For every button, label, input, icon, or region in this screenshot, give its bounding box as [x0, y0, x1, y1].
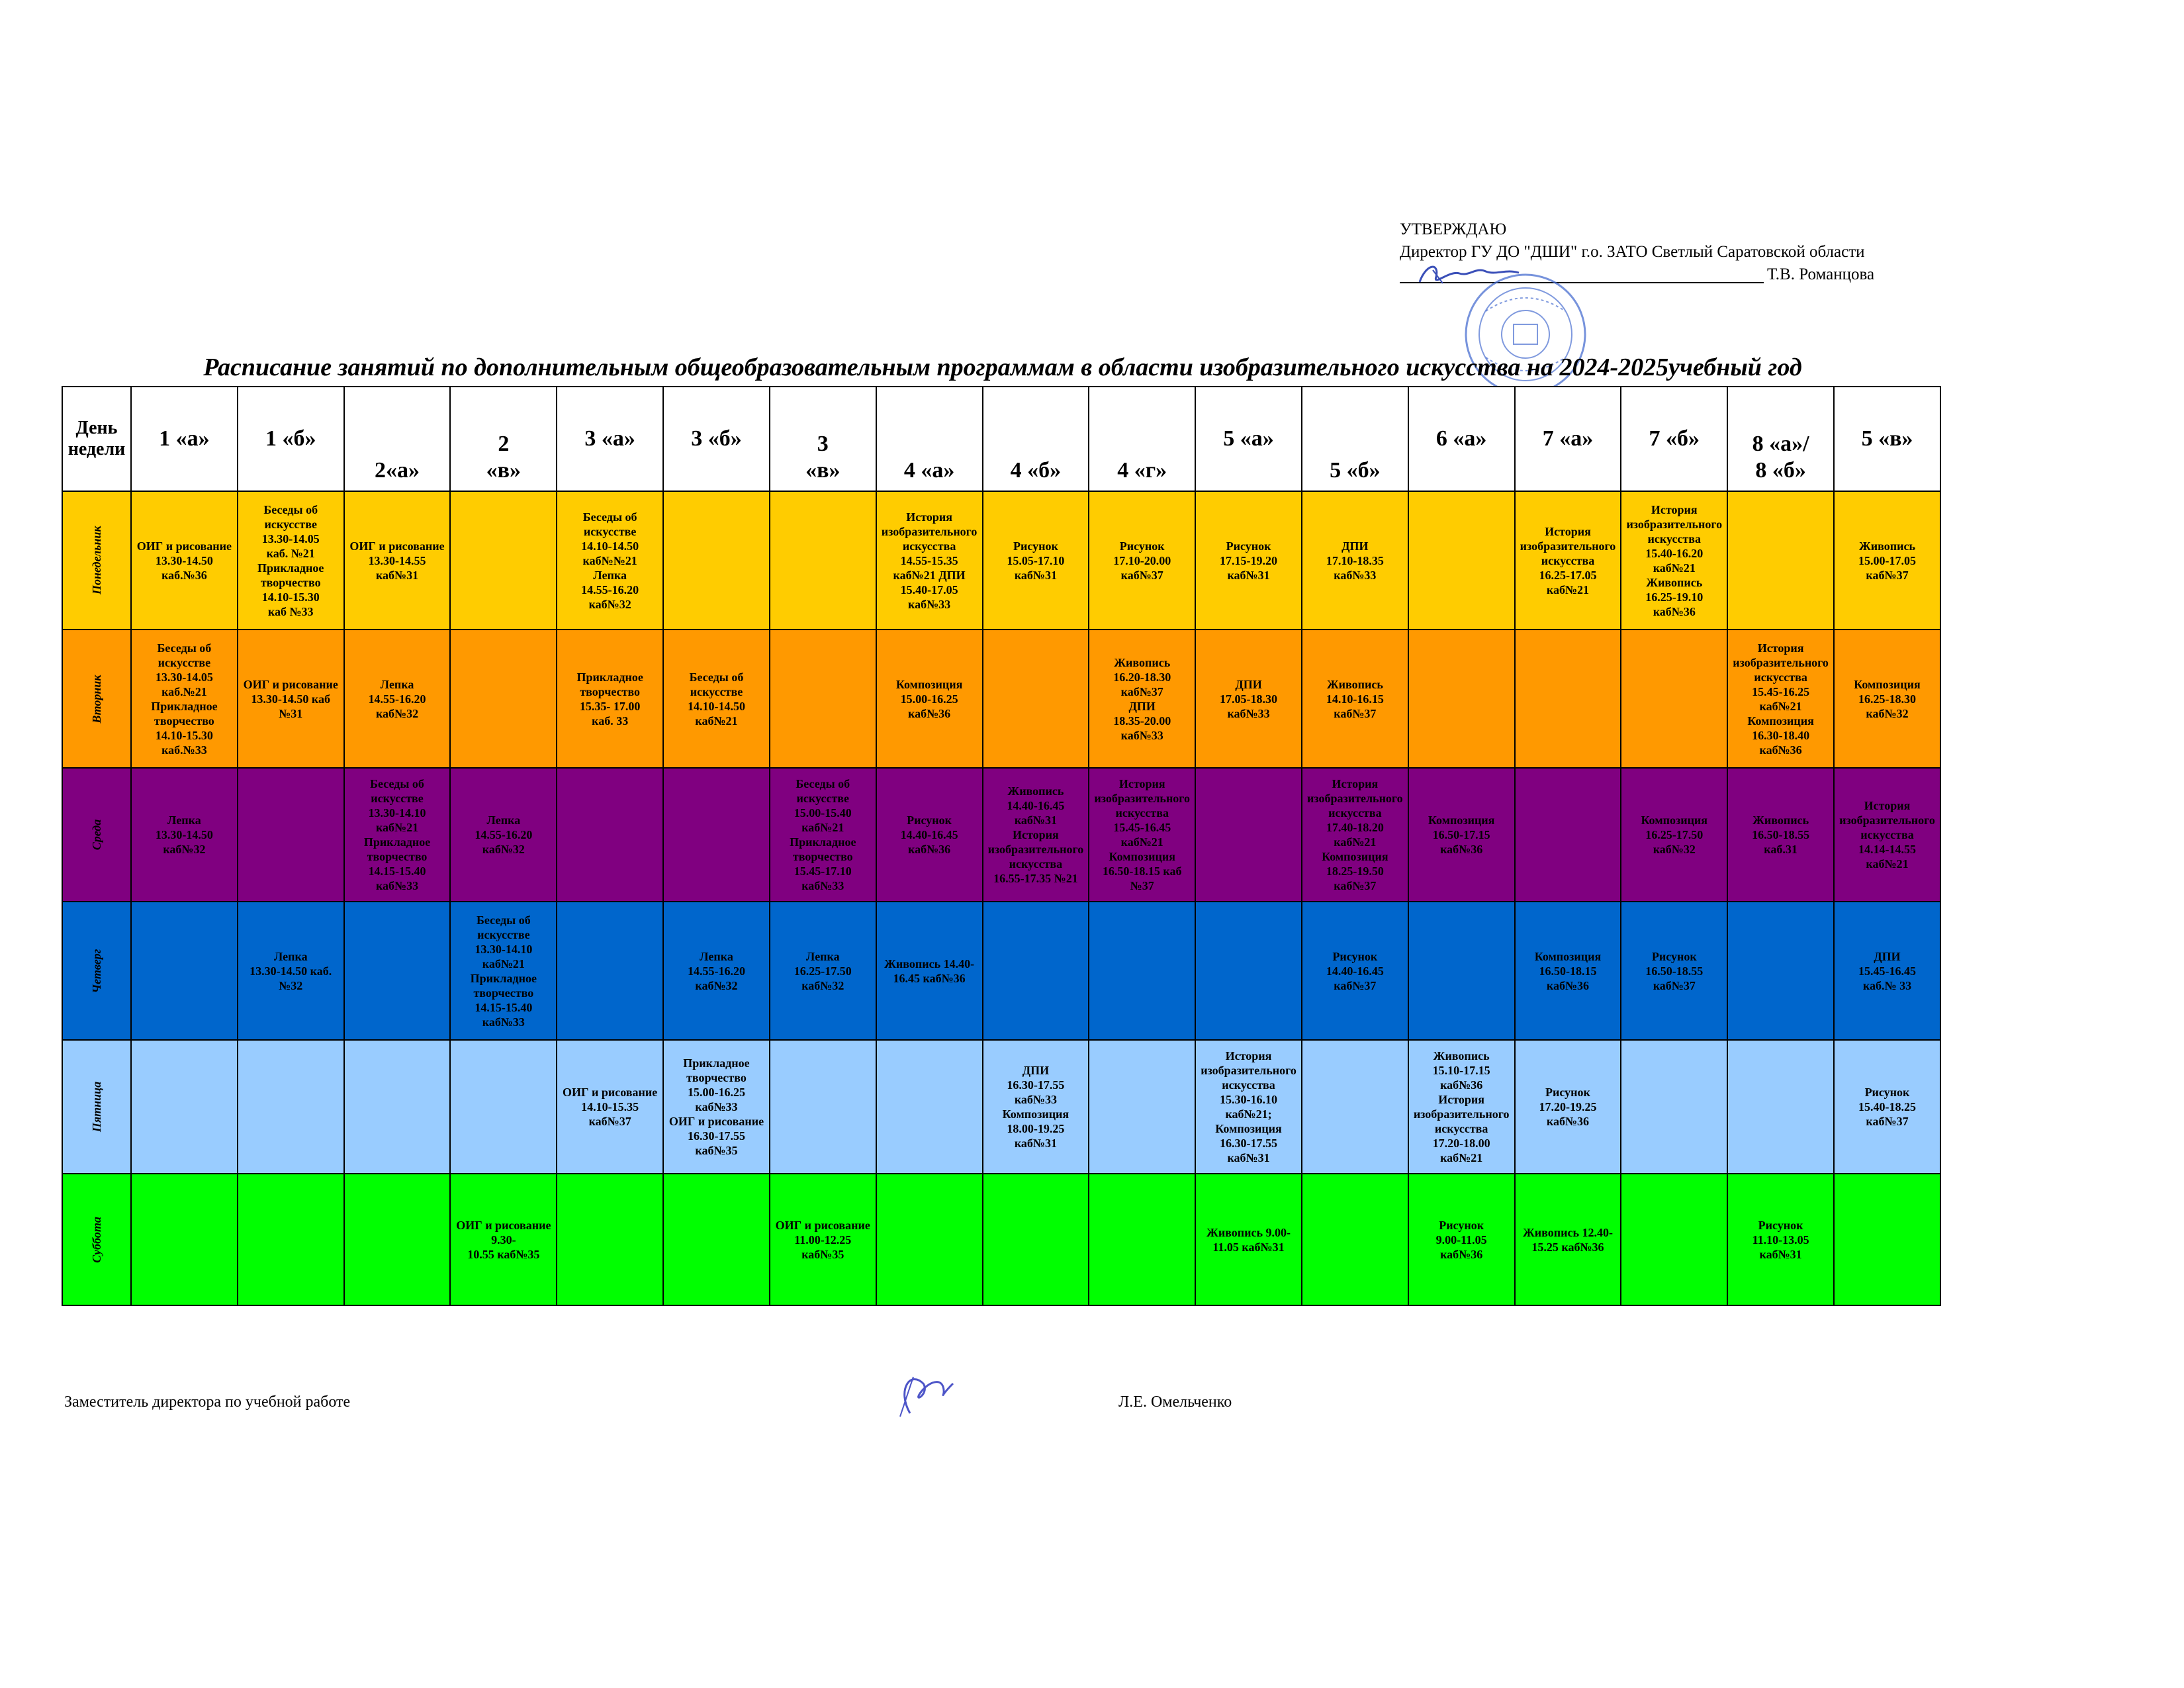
- lesson-cell: [876, 1040, 983, 1174]
- lesson-cell: [557, 1174, 663, 1305]
- lesson-cell: ДПИ 17.05-18.30 каб№33: [1195, 630, 1302, 768]
- page-title: Расписание занятий по дополнительным общеобразовательным программам в области изобразительного искусства на 2024-2025учебный год: [203, 353, 1802, 381]
- lesson-cell: [557, 768, 663, 902]
- lesson-cell: Рисунок 14.40-16.45 каб№36: [876, 768, 983, 902]
- lesson-cell: ОИГ и рисование 13.30-14.55 каб№31: [344, 491, 451, 630]
- lesson-cell: [131, 902, 238, 1040]
- lesson-cell: [1302, 1040, 1408, 1174]
- lesson-cell: [1515, 630, 1621, 768]
- lesson-cell: Рисунок 9.00-11.05 каб№36: [1408, 1174, 1515, 1305]
- day-cell-tuesday: [62, 630, 131, 768]
- day-label: Вторник: [90, 674, 103, 724]
- lesson-cell: [1089, 902, 1195, 1040]
- lesson-cell: Живопись 9.00- 11.05 каб№31: [1195, 1174, 1302, 1305]
- header-class-7: 3 «в»: [770, 387, 876, 491]
- schedule-row-wednesday: [62, 768, 1940, 902]
- schedule-row-saturday: [62, 1174, 1940, 1305]
- lesson-cell: Живопись 14.40- 16.45 каб№36: [876, 902, 983, 1040]
- lesson-cell: Беседы об искусстве 13.30-14.10 каб№21 Прикладное творчество 14.15-15.40 каб№33: [450, 902, 557, 1040]
- lesson-cell: Композиция 16.25-18.30 каб№32: [1834, 630, 1940, 768]
- lesson-cell: [876, 1174, 983, 1305]
- lesson-cell: ДПИ 15.45-16.45 каб.№ 33: [1834, 902, 1940, 1040]
- lesson-cell: История изобразительного искусства 14.55-15.35 каб№21 ДПИ 15.40-17.05 каб№33: [876, 491, 983, 630]
- day-label: Понедельник: [90, 525, 103, 594]
- lesson-cell: [1408, 491, 1515, 630]
- schedule-row-friday: [62, 1040, 1940, 1174]
- day-label: Пятница: [90, 1081, 103, 1133]
- day-cell-thursday: [62, 902, 131, 1040]
- lesson-cell: [557, 902, 663, 1040]
- lesson-cell: Живопись 14.40-16.45 каб№31 История изобразительного искусства 16.55-17.35 №21: [983, 768, 1089, 902]
- lesson-cell: [450, 491, 557, 630]
- lesson-cell: [238, 1040, 344, 1174]
- approval-position: Директор ГУ ДО "ДШИ" г.о. ЗАТО Светлый Саратовской области: [1400, 243, 1865, 261]
- lesson-cell: Композиция 16.50-17.15 каб№36: [1408, 768, 1515, 902]
- lesson-cell: История изобразительного искусства 17.40-18.20 каб№21 Композиция 18.25-19.50 каб№37: [1302, 768, 1408, 902]
- header-class-6: 3 «б»: [663, 387, 770, 491]
- lesson-cell: Прикладное творчество 15.35- 17.00 каб. 33: [557, 630, 663, 768]
- lesson-cell: ДПИ 17.10-18.35 каб№33: [1302, 491, 1408, 630]
- lesson-cell: ОИГ и рисование 14.10-15.35 каб№37: [557, 1040, 663, 1174]
- lesson-cell: [1621, 1174, 1727, 1305]
- lesson-cell: [344, 902, 451, 1040]
- lesson-cell: Прикладное творчество 15.00-16.25 каб№33 ОИГ и рисование 16.30-17.55 каб№35: [663, 1040, 770, 1174]
- lesson-cell: Рисунок 16.50-18.55 каб№37: [1621, 902, 1727, 1040]
- lesson-cell: [238, 768, 344, 902]
- lesson-cell: Рисунок 17.20-19.25 каб№36: [1515, 1040, 1621, 1174]
- lesson-cell: [1727, 491, 1834, 630]
- header-class-17: 5 «в»: [1834, 387, 1940, 491]
- day-cell-friday: [62, 1040, 131, 1174]
- lesson-cell: Лепка 13.30-14.50 каб. №32: [238, 902, 344, 1040]
- lesson-cell: ОИГ и рисование 13.30-14.50 каб №31: [238, 630, 344, 768]
- schedule-table: [62, 386, 1941, 1306]
- header-class-8: 4 «а»: [876, 387, 983, 491]
- day-label: Суббота: [90, 1216, 103, 1263]
- day-cell-monday: [62, 491, 131, 630]
- lesson-cell: [1727, 902, 1834, 1040]
- header-class-13: 6 «а»: [1408, 387, 1515, 491]
- schedule-body: [62, 491, 1940, 1305]
- lesson-cell: Рисунок 17.10-20.00 каб№37: [1089, 491, 1195, 630]
- lesson-cell: ДПИ 16.30-17.55 каб№33 Композиция 18.00-19.25 каб№31: [983, 1040, 1089, 1174]
- header-class-12: 5 «б»: [1302, 387, 1408, 491]
- lesson-cell: Лепка 14.55-16.20 каб№32: [344, 630, 451, 768]
- schedule-row-tuesday: [62, 630, 1940, 768]
- lesson-cell: Беседы об искусстве 13.30-14.05 каб.№21 Прикладное творчество 14.10-15.30 каб.№33: [131, 630, 238, 768]
- director-name: Т.В. Романцова: [1767, 265, 1875, 283]
- lesson-cell: ОИГ и рисование 11.00-12.25 каб№35: [770, 1174, 876, 1305]
- lesson-cell: [663, 491, 770, 630]
- lesson-cell: [1408, 902, 1515, 1040]
- lesson-cell: [1408, 630, 1515, 768]
- lesson-cell: Живопись 15.00-17.05 каб№37: [1834, 491, 1940, 630]
- deputy-signature-image: [890, 1364, 970, 1423]
- header-class-3: 2«а»: [344, 387, 451, 491]
- header-row: [62, 387, 1940, 491]
- lesson-cell: Лепка 16.25-17.50 каб№32: [770, 902, 876, 1040]
- lesson-cell: История изобразительного искусства 15.45-16.25 каб№21 Композиция 16.30-18.40 каб№36: [1727, 630, 1834, 768]
- lesson-cell: Лепка 14.55-16.20 каб№32: [663, 902, 770, 1040]
- header-class-14: 7 «а»: [1515, 387, 1621, 491]
- lesson-cell: [1089, 1040, 1195, 1174]
- header-class-9: 4 «б»: [983, 387, 1089, 491]
- day-label: Четверг: [90, 949, 103, 993]
- lesson-cell: Живопись 12.40- 15.25 каб№36: [1515, 1174, 1621, 1305]
- header-class-1: 1 «а»: [131, 387, 238, 491]
- lesson-cell: Живопись 15.10-17.15 каб№36 История изобразительного искусства 17.20-18.00 каб№21: [1408, 1040, 1515, 1174]
- lesson-cell: [663, 1174, 770, 1305]
- header-day-column: День недели: [62, 387, 131, 491]
- lesson-cell: ОИГ и рисование 13.30-14.50 каб.№36: [131, 491, 238, 630]
- header-class-16: 8 «а»/ 8 «б»: [1727, 387, 1834, 491]
- lesson-cell: [344, 1174, 451, 1305]
- lesson-cell: [344, 1040, 451, 1174]
- lesson-cell: [1195, 768, 1302, 902]
- lesson-cell: [1621, 630, 1727, 768]
- lesson-cell: История изобразительного искусства 15.40-16.20 каб№21 Живопись 16.25-19.10 каб№36: [1621, 491, 1727, 630]
- lesson-cell: [983, 902, 1089, 1040]
- lesson-cell: Живопись 16.20-18.30 каб№37 ДПИ 18.35-20.00 каб№33: [1089, 630, 1195, 768]
- lesson-cell: [131, 1174, 238, 1305]
- lesson-cell: [1195, 902, 1302, 1040]
- lesson-cell: Беседы об искусстве 15.00-15.40 каб№21 Прикладное творчество 15.45-17.10 каб№33: [770, 768, 876, 902]
- header-class-4: 2 «в»: [450, 387, 557, 491]
- lesson-cell: Рисунок 14.40-16.45 каб№37: [1302, 902, 1408, 1040]
- lesson-cell: История изобразительного искусства 15.30-16.10 каб№21; Композиция 16.30-17.55 каб№31: [1195, 1040, 1302, 1174]
- lesson-cell: [770, 630, 876, 768]
- header-class-15: 7 «б»: [1621, 387, 1727, 491]
- lesson-cell: [131, 1040, 238, 1174]
- lesson-cell: Композиция 16.25-17.50 каб№32: [1621, 768, 1727, 902]
- lesson-cell: История изобразительного искусства 14.14-14.55 каб№21: [1834, 768, 1940, 902]
- lesson-cell: [1515, 768, 1621, 902]
- lesson-cell: [983, 630, 1089, 768]
- lesson-cell: [450, 630, 557, 768]
- lesson-cell: Лепка 14.55-16.20 каб№32: [450, 768, 557, 902]
- lesson-cell: Рисунок 15.05-17.10 каб№31: [983, 491, 1089, 630]
- header-class-5: 3 «а»: [557, 387, 663, 491]
- header-class-11: 5 «а»: [1195, 387, 1302, 491]
- day-cell-saturday: [62, 1174, 131, 1305]
- lesson-cell: [450, 1040, 557, 1174]
- approval-heading: УТВЕРЖДАЮ: [1400, 220, 1507, 238]
- lesson-cell: Композиция 16.50-18.15 каб№36: [1515, 902, 1621, 1040]
- lesson-cell: Рисунок 17.15-19.20 каб№31: [1195, 491, 1302, 630]
- lesson-cell: [983, 1174, 1089, 1305]
- lesson-cell: Живопись 16.50-18.55 каб.31: [1727, 768, 1834, 902]
- schedule-row-monday: [62, 491, 1940, 630]
- day-cell-wednesday: [62, 768, 131, 902]
- deputy-name: Л.Е. Омельченко: [1118, 1393, 1232, 1411]
- lesson-cell: [663, 768, 770, 902]
- lesson-cell: Живопись 14.10-16.15 каб№37: [1302, 630, 1408, 768]
- lesson-cell: [238, 1174, 344, 1305]
- header-class-10: 4 «г»: [1089, 387, 1195, 491]
- lesson-cell: [1834, 1174, 1940, 1305]
- lesson-cell: Беседы об искусстве 13.30-14.10 каб№21 Прикладное творчество 14.15-15.40 каб№33: [344, 768, 451, 902]
- lesson-cell: [1089, 1174, 1195, 1305]
- lesson-cell: Беседы об искусстве 13.30-14.05 каб. №21 Прикладное творчество 14.10-15.30 каб №33: [238, 491, 344, 630]
- lesson-cell: [1621, 1040, 1727, 1174]
- lesson-cell: Беседы об искусстве 14.10-14.50 каб№21: [663, 630, 770, 768]
- lesson-cell: История изобразительного искусства 15.45-16.45 каб№21 Композиция 16.50-18.15 каб №37: [1089, 768, 1195, 902]
- lesson-cell: Рисунок 15.40-18.25 каб№37: [1834, 1040, 1940, 1174]
- lesson-cell: Рисунок 11.10-13.05 каб№31: [1727, 1174, 1834, 1305]
- lesson-cell: Композиция 15.00-16.25 каб№36: [876, 630, 983, 768]
- deputy-position: Заместитель директора по учебной работе: [64, 1393, 351, 1411]
- lesson-cell: [1302, 1174, 1408, 1305]
- schedule-row-thursday: [62, 902, 1940, 1040]
- lesson-cell: ОИГ и рисование 9.30- 10.55 каб№35: [450, 1174, 557, 1305]
- lesson-cell: Лепка 13.30-14.50 каб№32: [131, 768, 238, 902]
- lesson-cell: [1727, 1040, 1834, 1174]
- lesson-cell: [770, 491, 876, 630]
- lesson-cell: Беседы об искусстве 14.10-14.50 каб№№21 Лепка 14.55-16.20 каб№32: [557, 491, 663, 630]
- lesson-cell: [770, 1040, 876, 1174]
- day-label: Среда: [90, 819, 103, 851]
- lesson-cell: История изобразительного искусства 16.25-17.05 каб№21: [1515, 491, 1621, 630]
- header-class-2: 1 «б»: [238, 387, 344, 491]
